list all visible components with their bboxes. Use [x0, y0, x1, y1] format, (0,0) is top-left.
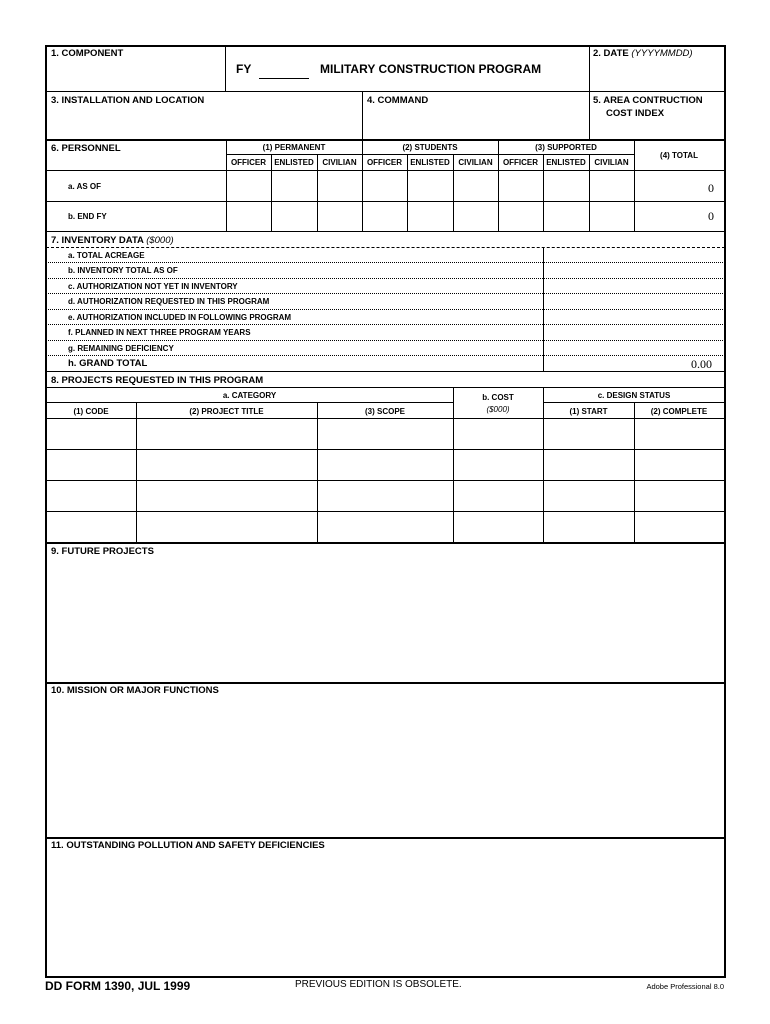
obsolete-notice: PREVIOUS EDITION IS OBSOLETE.	[295, 979, 462, 990]
end-fy-cells[interactable]	[228, 203, 632, 230]
col-enlisted: ENLISTED	[410, 158, 450, 167]
form-id: DD FORM 1390, JUL 1999	[45, 979, 191, 993]
area-cost-label: 5. AREA CONTRUCTION	[593, 95, 703, 106]
grand-total-label: h. GRAND TOTAL	[68, 358, 148, 369]
code-header: (1) CODE	[73, 407, 109, 416]
date-field[interactable]	[594, 60, 720, 88]
as-of-total: 0	[708, 181, 714, 195]
inventory-item: e. AUTHORIZATION INCLUDED IN FOLLOWING PROGRAM	[68, 313, 292, 322]
installation-label: 3. INSTALLATION AND LOCATION	[51, 95, 205, 106]
mission-label: 10. MISSION OR MAJOR FUNCTIONS	[51, 685, 219, 696]
command-field[interactable]	[368, 108, 584, 136]
col-civilian: CIVILIAN	[458, 158, 493, 167]
frame-top	[45, 45, 726, 47]
inventory-value-fields[interactable]	[546, 249, 722, 353]
mission-field[interactable]	[50, 699, 720, 833]
cost-unit: ($000)	[486, 405, 510, 414]
command-label: 4. COMMAND	[367, 95, 429, 106]
inventory-item: g. REMAINING DEFICIENCY	[68, 344, 174, 353]
date-label: 2. DATE (YYYYMMDD)	[593, 48, 693, 59]
area-cost-label-2: COST INDEX	[606, 108, 665, 119]
inventory-item: a. TOTAL ACREAGE	[68, 251, 145, 260]
pollution-field[interactable]	[50, 854, 720, 972]
category-header: a. CATEGORY	[222, 391, 277, 400]
col-officer: OFFICER	[230, 158, 267, 167]
fy-label: FY	[236, 62, 252, 76]
supported-header: (3) SUPPORTED	[535, 143, 597, 152]
inventory-item: f. PLANNED IN NEXT THREE PROGRAM YEARS	[68, 328, 251, 337]
projects-table-fields[interactable]	[48, 420, 722, 540]
pollution-label: 11. OUTSTANDING POLLUTION AND SAFETY DEFICIENCIES	[51, 840, 325, 851]
col-officer: OFFICER	[502, 158, 539, 167]
component-field[interactable]	[52, 60, 222, 88]
scope-header: (3) SCOPE	[364, 407, 405, 416]
grand-total-value: 0.00	[691, 357, 712, 371]
fy-field[interactable]	[259, 62, 309, 79]
cost-header: b. COST	[482, 393, 514, 402]
inventory-item: b. INVENTORY TOTAL AS OF	[68, 266, 178, 275]
row-as-of-label: a. AS OF	[68, 182, 102, 191]
students-header: (2) STUDENTS	[402, 143, 458, 152]
software-note: Adobe Professional 8.0	[646, 982, 724, 991]
projects-label: 8. PROJECTS REQUESTED IN THIS PROGRAM	[51, 375, 264, 386]
frame-bottom	[45, 976, 726, 978]
future-projects-field[interactable]	[50, 560, 720, 678]
col-officer: OFFICER	[366, 158, 403, 167]
as-of-cells[interactable]	[228, 172, 632, 199]
installation-field[interactable]	[52, 108, 358, 136]
form-title: MILITARY CONSTRUCTION PROGRAM	[320, 62, 542, 76]
inventory-item: c. AUTHORIZATION NOT YET IN INVENTORY	[68, 282, 238, 291]
future-projects-label: 9. FUTURE PROJECTS	[51, 546, 154, 557]
col-civilian: CIVILIAN	[322, 158, 357, 167]
inventory-item: d. AUTHORIZATION REQUESTED IN THIS PROGRAM	[68, 297, 270, 306]
design-status-header: c. DESIGN STATUS	[597, 391, 671, 400]
personnel-label: 6. PERSONNEL	[51, 143, 121, 154]
end-fy-total: 0	[708, 209, 714, 223]
complete-header: (2) COMPLETE	[650, 407, 708, 416]
row-end-fy-label: b. END FY	[68, 212, 107, 221]
project-title-header: (2) PROJECT TITLE	[189, 407, 264, 416]
total-header: (4) TOTAL	[660, 151, 698, 160]
start-header: (1) START	[569, 407, 608, 416]
col-civilian: CIVILIAN	[594, 158, 629, 167]
permanent-header: (1) PERMANENT	[262, 143, 326, 152]
component-label: 1. COMPONENT	[51, 48, 124, 59]
col-enlisted: ENLISTED	[274, 158, 314, 167]
area-cost-field[interactable]	[672, 106, 720, 134]
inventory-label: 7. INVENTORY DATA ($000)	[51, 235, 174, 246]
col-enlisted: ENLISTED	[546, 158, 586, 167]
